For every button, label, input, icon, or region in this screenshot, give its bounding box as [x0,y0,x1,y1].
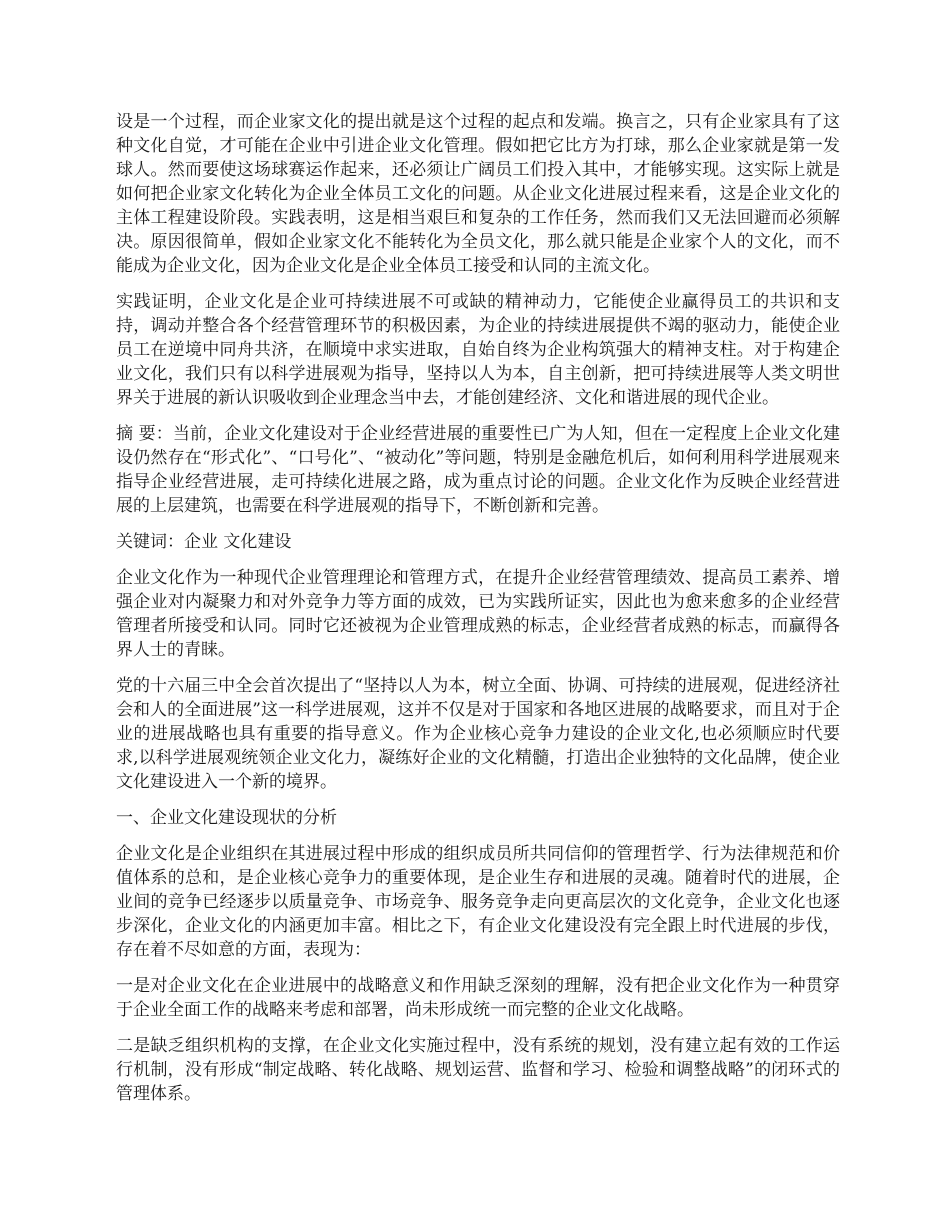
paragraph-culture-definition: 企业文化是企业组织在其进展过程中形成的组织成员所共同信仰的管理哲学、行为法律规范和价值体系的总和，是企业核心竞争力的重要体现，是企业生存和进展的灵魂。随着时代的进展，企业间的竞争已经逐步以质量竞争、市场竞争、服务竞争走向更高层次的文化竞争，企业文化也逐步深化，企业文化的内涵更加丰富。相比之下，有企业文化建设没有完全跟上时代进展的步伐，存在着不尽如意的方面，表现为： [116,844,840,960]
section-heading-status-analysis: 一、企业文化建设现状的分析 [116,808,337,828]
paragraph-scientific-development: 党的十六届三中全会首次提出了“坚持以人为本，树立全面、协调、可持续的进展观，促进经济社会和人的全面进展”这一科学进展观，这并不仅是对于国家和各地区进展的战略要求，而且对于企业的进展战略也具有重要的指导意义。作为企业核心竞争力建设的企业文化,也必须顺应时代要求,以科学进展观统领企业文化力，凝练好企业的文化精髓，打造出企业独特的文化品牌，使企业文化建设进入一个新的境界。 [116,676,840,792]
paragraph-practice-proof: 实践证明，企业文化是企业可持续进展不可或缺的精神动力，它能使企业赢得员工的共识和支持，调动并整合各个经营管理环节的积极因素，为企业的持续进展提供不竭的驱动力，能使企业员工在逆境中同舟共济，在顺境中求实进取，自始自终为企业构筑强大的精神支柱。对于构建企业文化，我们只有以科学进展观为指导，坚持以人为本，自主创新，把可持续进展等人类文明世界关于进展的新认识吸收到企业理念当中去，才能创建经济、文化和谐进展的现代企业。 [116,292,840,408]
document-body [116,110,840,1118]
paragraph-intro-continuation: 设是一个过程，而企业家文化的提出就是这个过程的起点和发端。换言之，只有企业家具有了这种文化自觉，才可能在企业中引进企业文化管理。假如把它比方为打球，那么企业家就是第一发球人。然而要使这场球赛运作起来，还必须让广阔员工们投入其中，才能够实现。这实际上就是如何把企业家文化转化为企业全体员工文化的问题。从企业文化进展过程来看，这是企业文化的主体工程建设阶段。实践表明，这是相当艰巨和复杂的工作任务，然而我们又无法回避而必须解决。原因很简单，假如企业家文化不能转化为全员文化，那么就只能是企业家个人的文化，而不能成为企业文化，因为企业文化是企业全体员工接受和认同的主流文化。 [116,112,840,276]
paragraph-management-theory: 企业文化作为一种现代企业管理理论和管理方式，在提升企业经营管理绩效、提高员工素养、增强企业对内凝聚力和对外竞争力等方面的成效，已为实践所证实，因此也为愈来愈多的企业经营管理者所接受和认同。同时它还被视为企业管理成熟的标志，企业经营者成熟的标志，而赢得各界人士的青睐。 [116,568,840,660]
paragraph-abstract: 摘 要：当前，企业文化建设对于企业经营进展的重要性已广为人知，但在一定程度上企业文化建设仍然存在“形式化”、“口号化”、“被动化”等问题，特别是金融危机后，如何利用科学进展观来指导企业经营进展，走可持续化进展之路，成为重点讨论的问题。企业文化作为反映企业经营进展的上层建筑，也需要在科学进展观的指导下，不断创新和完善。 [116,424,840,516]
paragraph-keywords: 关键词：企业 文化建设 [116,532,292,552]
paragraph-problem-two: 二是缺乏组织机构的支撑，在企业文化实施过程中，没有系统的规划，没有建立起有效的工作运行机制，没有形成“制定战略、转化战略、规划运营、监督和学习、检验和调整战略”的闭环式的管理体系。 [116,1036,840,1104]
paragraph-problem-one: 一是对企业文化在企业进展中的战略意义和作用缺乏深刻的理解，没有把企业文化作为一种贯穿于企业全面工作的战略来考虑和部署，尚未形成统一而完整的企业文化战略。 [116,976,840,1020]
